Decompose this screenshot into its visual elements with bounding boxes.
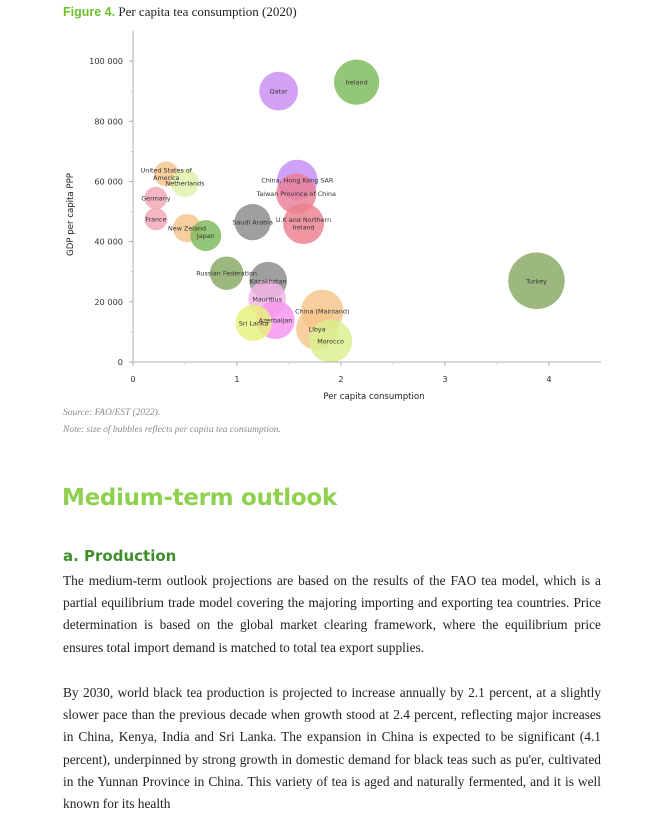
bubble-label-azerbaijan: Azerbaijan (258, 316, 293, 325)
paragraph-2: By 2030, world black tea production is projected to increase annually by 2.1 percent, at a slightly slower pace than the previous decade when growth stood at 2.4 percent, reflecting major increases in China, Kenya, India and Sri Lanka. The expansion in China is expected to be significant (4.1 percent), underpinned by strong growth in domestic demand for black teas such as pu'er, cultivated in the Yunnan Province in China. This variety of tea is aged and naturally fermented, and it is well known for its health (63, 685, 601, 812)
bubble-label-netherlands: Netherlands (165, 179, 205, 188)
x-tick-label: 3 (442, 374, 448, 384)
x-axis-label: Per capita consumption (323, 392, 425, 402)
y-tick-label: 60 000 (94, 176, 123, 187)
y-tick-label: 80 000 (94, 116, 123, 127)
bubble-label-libya: Libya (308, 325, 326, 334)
paragraph-1: The medium-term outlook projections are based on the results of the FAO tea model, which is a partial equilibrium trade model covering the majoring importing and exporting tea countries. Price determination is based on the global market clearing framework, where the equilibrium price ensures total import demand is matched to total tea export supplies. (63, 573, 601, 655)
x-tick-label: 2 (338, 374, 344, 384)
y-axis-label: GDP per capita PPP (66, 173, 76, 256)
bubble-label-china-hong-kong-sar: China, Hong Kong SAR (261, 176, 334, 185)
bubble-label-morocco: Morocco (317, 337, 344, 346)
x-tick-label: 4 (546, 374, 552, 384)
y-tick-label: 0 (117, 357, 123, 367)
bubble-label-saudi-arabia: Saudi Arabia (232, 218, 273, 227)
bubble-label-china-mainland: China (Mainland) (295, 307, 350, 316)
bubble-label-qatar: Qatar (269, 87, 288, 96)
bubble-label-new-zeland: New Zeland (168, 224, 207, 233)
figure-caption: Per capita tea consumption (2020) (118, 4, 297, 19)
y-tick-label: 40 000 (94, 236, 123, 247)
bubble-label-united-states-of-america: United States of America (140, 166, 193, 182)
bubble-layer (145, 60, 565, 363)
figure-number: Figure 4. (63, 5, 116, 19)
bubble-label-russian-federation: Russian Federation (196, 269, 257, 278)
section-heading: Medium-term outlook (62, 485, 337, 511)
y-tick-label: 100 000 (89, 56, 123, 67)
bubble-label-france: France (145, 215, 167, 224)
bubble-label-ireland: Ireland (345, 78, 368, 87)
bubble-label-japan: Japan (196, 232, 215, 241)
x-tick-label: 0 (130, 374, 136, 384)
bubble-label-kazakhstan: Kazakhstan (249, 277, 287, 286)
figure-source: Source: FAO/EST (2022). (63, 408, 161, 418)
section-subheading: a. Production (63, 547, 177, 565)
bubble-label-germany: Germany (141, 194, 171, 203)
x-tick-label: 1 (234, 374, 240, 384)
bubble-label-mauritius: Mauritius (252, 295, 282, 304)
bubble-label-turkey: Turkey (526, 277, 547, 286)
bubble-label-layer (141, 79, 548, 346)
bubble-label-taiwan-province-of-china: Taiwan Province of China (256, 189, 336, 198)
bubble-label-u-k-and-northern-ireland: U.K and Northern Ireland (275, 216, 332, 232)
figure-note: Note: size of bubbles reflects per capita tea consumption. (63, 425, 281, 435)
bubble-label-sri-lanka: Sri Lanka (238, 319, 269, 328)
y-tick-label: 20 000 (94, 296, 123, 307)
